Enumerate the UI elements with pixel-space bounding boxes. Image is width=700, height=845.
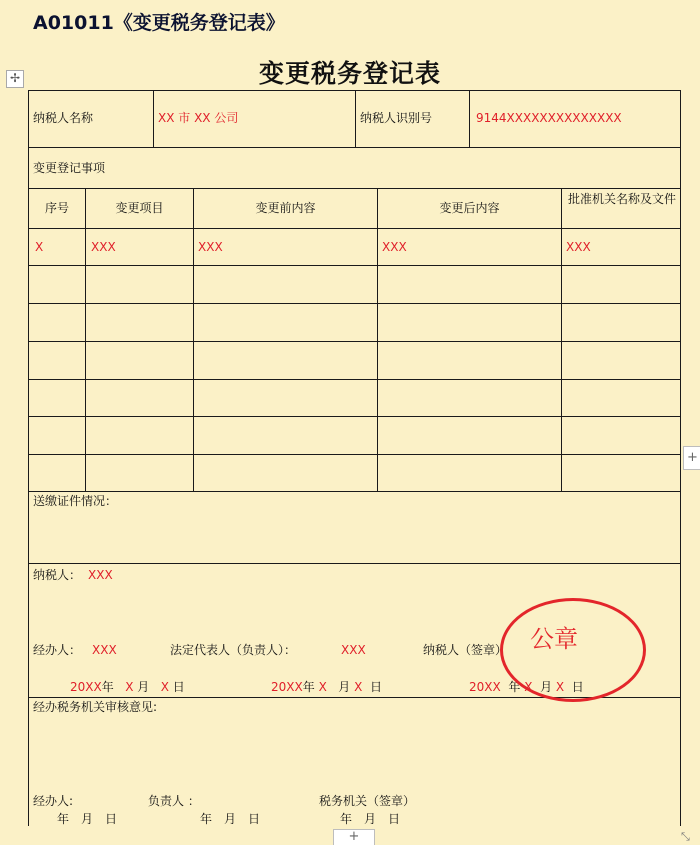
taxpayer-value[interactable]: XXX xyxy=(88,568,113,582)
table-cell[interactable]: XXX xyxy=(566,240,591,254)
legal-rep-label: 法定代表人（负责人）： xyxy=(170,643,297,657)
table-line xyxy=(28,563,680,564)
add-row-button[interactable]: + xyxy=(333,829,375,845)
table-line xyxy=(28,265,680,266)
table-line xyxy=(28,303,680,304)
column-header-after: 变更后内容 xyxy=(439,201,500,215)
column-header-approval: 批准机关名称及文件 xyxy=(567,192,676,206)
tax-office-sign-label: 税务机关（签章） xyxy=(319,794,416,808)
table-line xyxy=(28,491,680,492)
table-line xyxy=(193,188,194,491)
table-line xyxy=(28,379,680,380)
table-line xyxy=(28,188,680,189)
tax-office-opinion-label: 经办税务机关审核意见: xyxy=(33,700,158,714)
tax-office-date: 年 月 日 xyxy=(200,812,261,826)
table-line xyxy=(85,188,86,491)
taxpayer-name-value[interactable]: XX 市 XX 公司 xyxy=(158,111,239,125)
table-line xyxy=(377,188,378,491)
table-cell[interactable]: XXX xyxy=(382,240,407,254)
date-legal-rep: 20XX年 X 月 X 日 xyxy=(271,680,382,694)
add-column-button[interactable]: + xyxy=(683,446,700,470)
taxpayer-sign-label: 纳税人（签章） xyxy=(423,643,508,657)
legal-rep-value[interactable]: XXX xyxy=(341,643,366,657)
table-cell[interactable]: X xyxy=(35,240,44,254)
table-cell[interactable]: XXX xyxy=(198,240,223,254)
official-seal-text: 公章 xyxy=(530,625,578,653)
tax-office-responsible-label: 负责人 ： xyxy=(148,794,200,808)
table-line xyxy=(561,188,562,491)
table-line xyxy=(28,341,680,342)
table-move-handle[interactable]: ✢ xyxy=(6,70,24,88)
taxpayer-id-value[interactable]: 9144XXXXXXXXXXXXXX xyxy=(476,111,622,125)
table-cell[interactable]: XXX xyxy=(91,240,116,254)
column-header-before: 变更前内容 xyxy=(255,201,316,215)
resize-handle-icon[interactable]: ⤡ xyxy=(681,830,690,843)
date-taxpayer: 20XX 年 X 月 X 日 xyxy=(469,680,584,694)
table-line xyxy=(28,147,680,148)
tax-office-handler-label: 经办人: xyxy=(33,794,74,808)
table-line xyxy=(469,90,470,147)
form-title: 变更税务登记表 xyxy=(258,59,441,88)
tax-office-date: 年 月 日 xyxy=(57,812,118,826)
taxpayer-name-label: 纳税人名称 xyxy=(33,111,94,125)
table-line xyxy=(28,90,680,91)
handler-label: 经办人： xyxy=(33,643,82,657)
taxpayer-label: 纳税人： xyxy=(33,568,82,582)
column-header-seq: 序号 xyxy=(44,201,69,215)
table-line xyxy=(28,228,680,229)
column-header-item: 变更项目 xyxy=(115,201,164,215)
document-id: A01011《变更税务登记表》 xyxy=(33,12,285,34)
table-line xyxy=(153,90,154,147)
date-handler: 20XX年 X 月 X 日 xyxy=(70,680,185,694)
table-line xyxy=(355,90,356,147)
tax-office-date: 年 月 日 xyxy=(340,812,401,826)
table-line xyxy=(28,454,680,455)
documents-label: 送缴证件情况： xyxy=(33,494,118,508)
taxpayer-id-label: 纳税人识别号 xyxy=(360,111,433,125)
handler-value[interactable]: XXX xyxy=(92,643,117,657)
table-line xyxy=(28,416,680,417)
change-section-label: 变更登记事项 xyxy=(33,161,106,175)
